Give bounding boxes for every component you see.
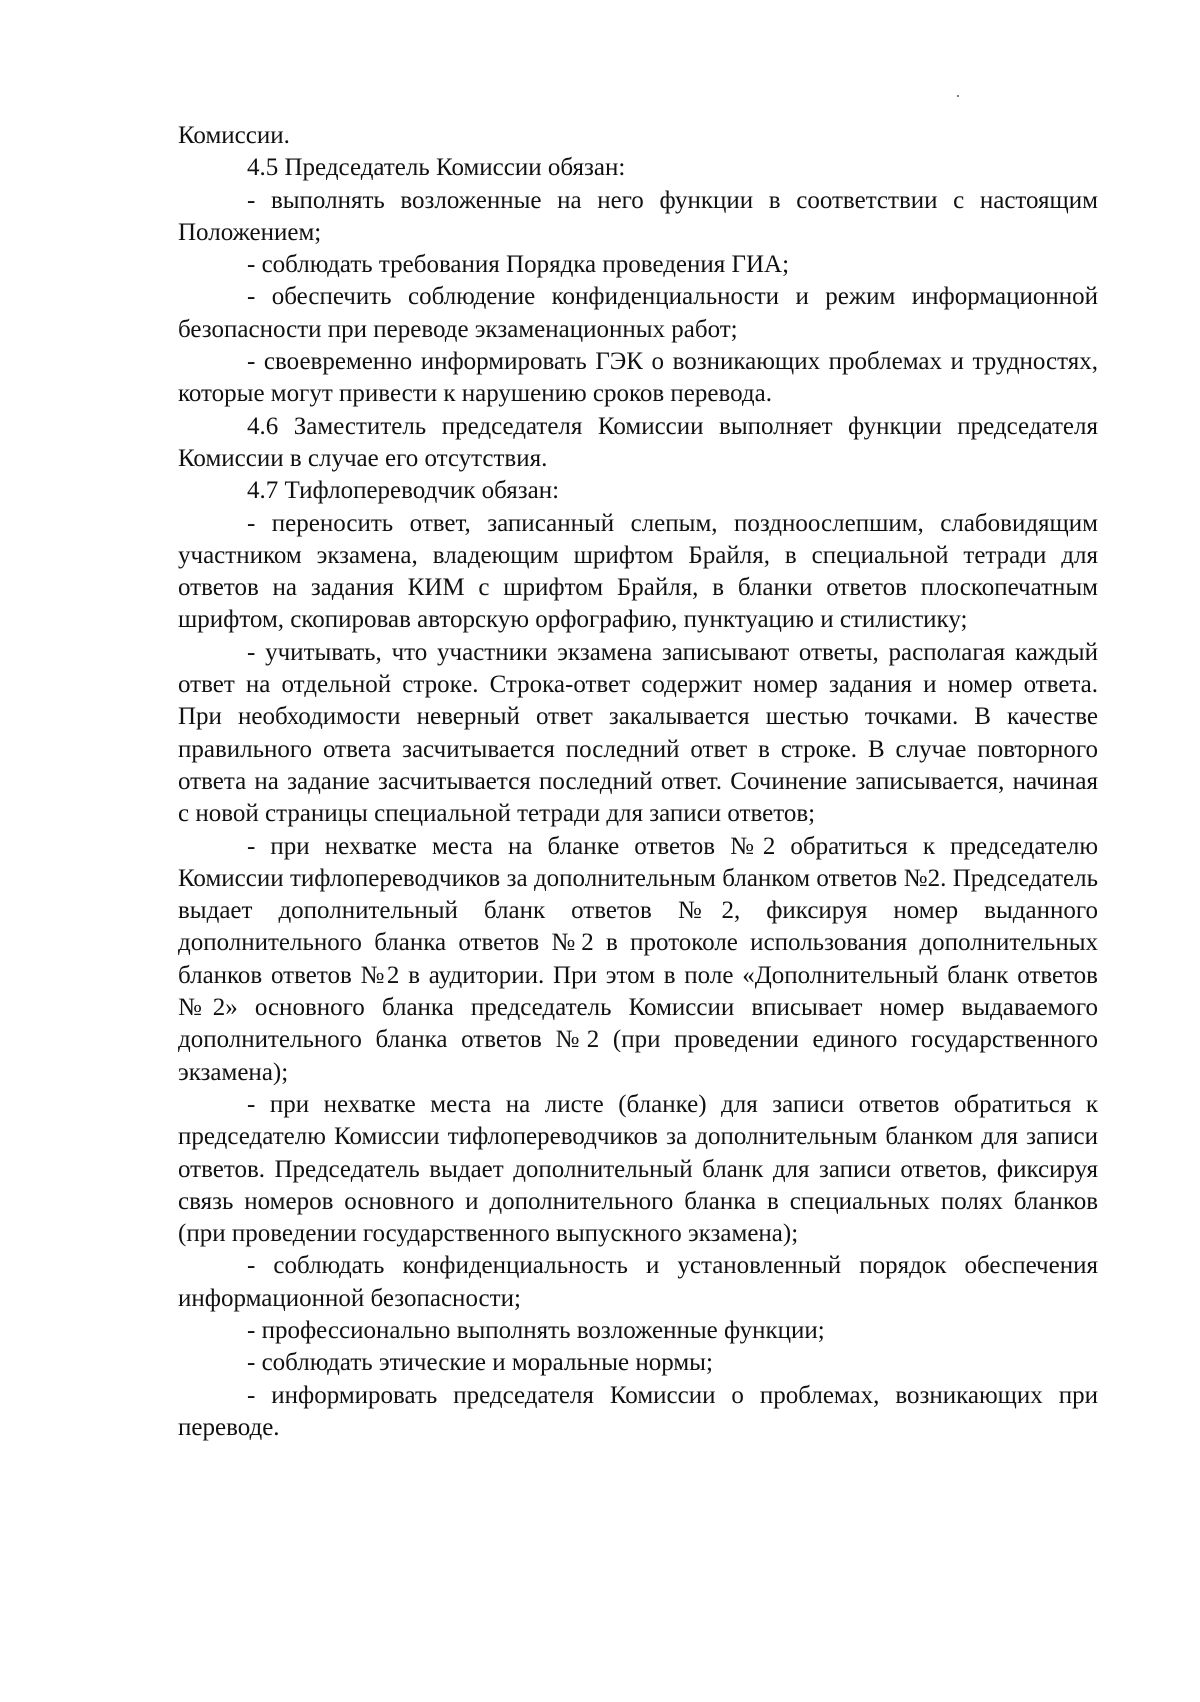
- paragraph-4-7-item-7: - соблюдать этические и моральные нормы;: [247, 1349, 713, 1377]
- document-body: [178, 120, 1098, 1444]
- paragraph-4-5-heading: 4.5 Председатель Комиссии обязан:: [247, 154, 626, 182]
- paragraph-4-5-item-3: - обеспечить соблюдение конфиденциальности и режим информационной безопасности при переводе экзаменационных работ;: [178, 283, 1098, 343]
- paragraph-4-5-item-2: - соблюдать требования Порядка проведения ГИА;: [247, 251, 790, 279]
- scan-speck: [957, 95, 959, 97]
- paragraph-4-7-item-8: - информировать председателя Комиссии о проблемах, возникающих при переводе.: [178, 1381, 1098, 1441]
- paragraph-4-6: 4.6 Заместитель председателя Комиссии выполняет функции председателя Комиссии в случае его отсутствия.: [178, 412, 1098, 472]
- paragraph-4-7-item-3: - при нехватке места на бланке ответов №2 обратиться к председателю Комиссии тифлопереводчиков за дополнительным бланком ответов №2. Председатель выдает дополнительный бланк ответов №2, фиксируя номер выданного дополнительного бланка ответов №2 в протоколе использования дополнительных бланков ответов №2 в аудитории. При этом в поле «Дополнительный бланк ответов №2» основного бланка председатель Комиссии вписывает номер выдаваемого дополнительного бланка ответов №2 (при проведении единого государственного экзамена);: [178, 832, 1098, 1086]
- paragraph-4-7-heading: 4.7 Тифлопереводчик обязан:: [247, 477, 560, 505]
- paragraph-commission-end: Комиссии.: [178, 122, 290, 149]
- paragraph-4-5-item-1: - выполнять возложенные на него функции в соответствии с настоящим Положением;: [178, 186, 1098, 246]
- paragraph-4-5-item-4: - своевременно информировать ГЭК о возникающих проблемах и трудностях, которые могут привести к нарушению сроков перевода.: [178, 348, 1098, 408]
- paragraph-4-7-item-5: - соблюдать конфиденциальность и установленный порядок обеспечения информационной безопасности;: [178, 1252, 1098, 1312]
- paragraph-4-7-item-2: - учитывать, что участники экзамена записывают ответы, располагая каждый ответ на отдельной строке. Строка-ответ содержит номер задания и номер ответа. При необходимости неверный ответ закалывается шестью точками. В качестве правильного ответа засчитывается последний ответ в строке. В случае повторного ответа на задание засчитывается последний ответ. Сочинение записывается, начиная с новой страницы специальной тетради для записи ответов;: [178, 638, 1098, 828]
- paragraph-4-7-item-1: - переносить ответ, записанный слепым, поздноослепшим, слабовидящим участником экзамена, владеющим шрифтом Брайля, в специальной тетради для ответов на задания КИМ с шрифтом Брайля, в бланки ответов плоскопечатным шрифтом, скопировав авторскую орфографию, пунктуацию и стилистику;: [178, 509, 1098, 634]
- paragraph-4-7-item-6: - профессионально выполнять возложенные функции;: [247, 1316, 825, 1344]
- paragraph-4-7-item-4: - при нехватке места на листе (бланке) для записи ответов обратиться к председателю Комиссии тифлопереводчиков за дополнительным бланком для записи ответов. Председатель выдает дополнительный бланк для записи ответов, фиксируя связь номеров основного и дополнительного бланка в специальных полях бланков (при проведении государственного выпускного экзамена);: [178, 1090, 1098, 1248]
